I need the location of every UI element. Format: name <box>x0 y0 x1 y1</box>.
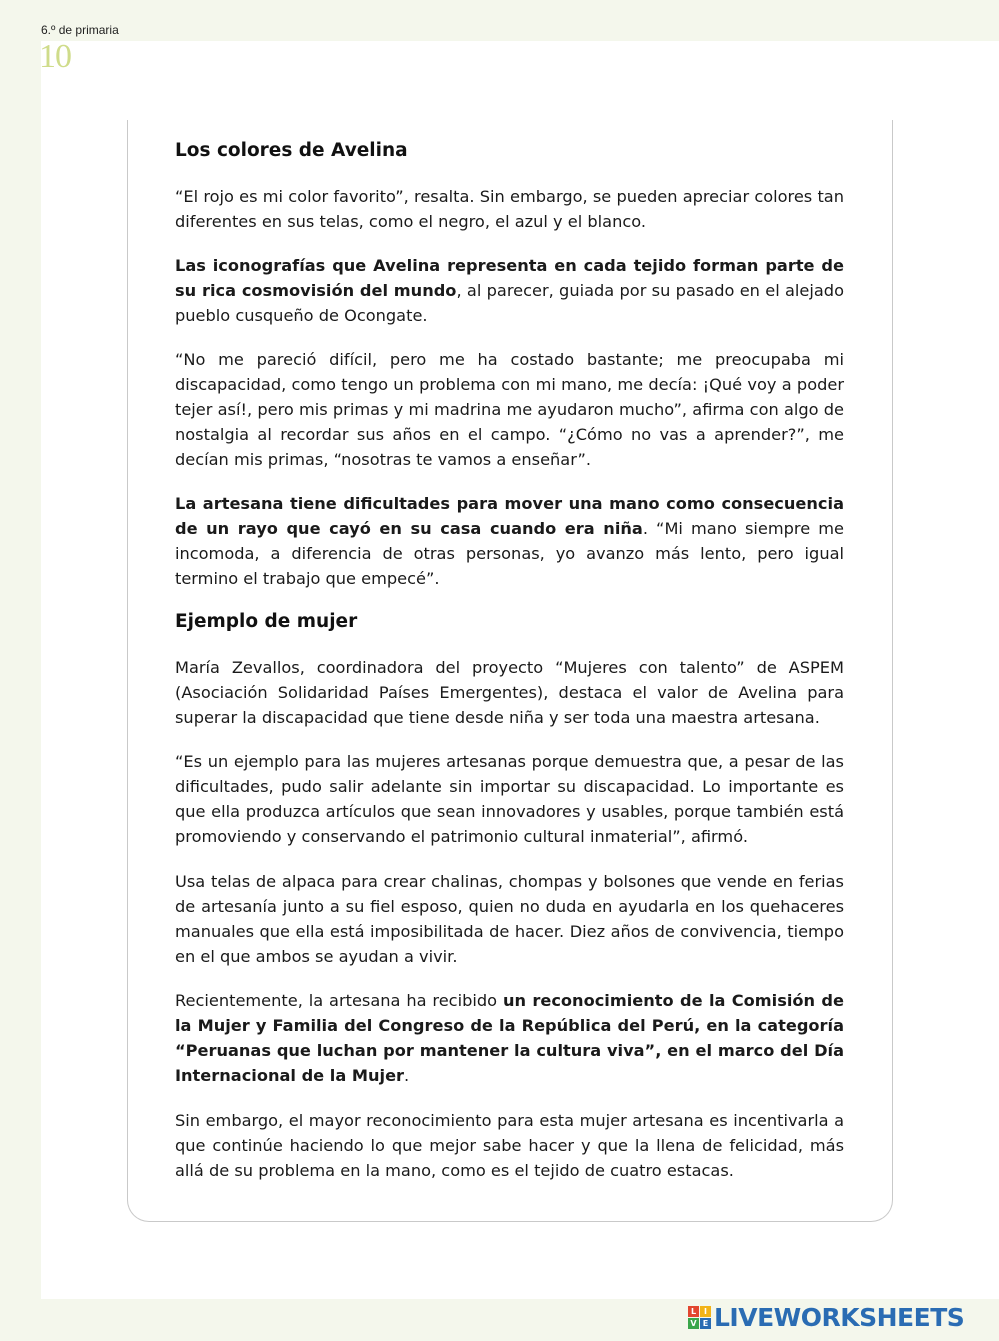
paragraph-5: María Zevallos, coordinadora del proyecto “Mujeres con talento” de ASPEM (Asociación Solidaridad Países Emergentes), destaca el valor de Avelina para superar la discapacidad que tiene desde niña y ser toda una maestra artesana. <box>175 658 844 727</box>
live-square-v: V <box>688 1318 699 1329</box>
paragraph-2-rest: , al parecer, guiada por su pasado en el alejado pueblo cusqueño de Ocongate. <box>175 281 844 325</box>
live-square-i: I <box>700 1306 711 1317</box>
paragraph-8-start: Recientemente, la artesana ha recibido <box>175 991 503 1010</box>
paragraph-3: “No me pareció difícil, pero me ha costado bastante; me preocupaba mi discapacidad, como tengo un problema con mi mano, me decía: ¡Qué voy a poder tejer así!, pero mis primas y mi madrina me ayudaron mucho”, afirma con algo de nostalgia al recordar sus años en el campo. “¿Cómo no vas a aprender?”, me decían mis primas, “nosotras te vamos a enseñar”. <box>175 350 844 469</box>
live-square-l: L <box>688 1306 699 1317</box>
liveworksheets-logo[interactable] <box>688 1302 964 1332</box>
grade-label: 6.º de primaria <box>41 23 119 37</box>
paragraph-8 <box>175 988 844 1088</box>
live-square-e: E <box>700 1318 711 1329</box>
paragraph-4-rest: . “Mi mano siempre me incomoda, a diferencia de otras personas, yo avanzo más lento, pero igual termino el trabajo que empecé”. <box>175 519 844 588</box>
heading-los-colores: Los colores de Avelina <box>175 140 408 161</box>
paragraph-1: “El rojo es mi color favorito”, resalta. Sin embargo, se pueden apreciar colores tan diferentes en sus telas, como el negro, el azul y el blanco. <box>175 187 844 231</box>
paragraph-4 <box>175 491 844 591</box>
paragraph-2-bold: Las iconografías que Avelina representa en cada tejido forman parte de su rica cosmovisión del mundo <box>175 256 844 300</box>
brand-name: LIVEWORKSHEETS <box>714 1302 965 1332</box>
paragraph-4-bold: La artesana tiene dificultades para mover una mano como consecuencia de un rayo que cayó en su casa cuando era niña <box>175 494 844 538</box>
paragraph-6: “Es un ejemplo para las mujeres artesanas porque demuestra que, a pesar de las dificultades, pudo salir adelante sin importar su discapacidad. Lo importante es que ella produzca artículos que sean innovadores y usables, porque también está promoviendo y conservando el patrimonio cultural inmaterial”, afirmó. <box>175 752 844 846</box>
heading-ejemplo: Ejemplo de mujer <box>175 611 358 632</box>
paragraph-2 <box>175 253 844 328</box>
paragraph-9: Sin embargo, el mayor reconocimiento para esta mujer artesana es incentivarla a que continúe haciendo lo que mejor sabe hacer y que la llena de felicidad, más allá de su problema en la mano, como es el tejido de cuatro estacas. <box>175 1111 844 1180</box>
live-squares-icon <box>688 1306 711 1329</box>
paragraph-8-bold: un reconocimiento de la Comisión de la Mujer y Familia del Congreso de la República del Perú, en la categoría “Peruanas que luchan por mantener la cultura viva”, en el marco del Día Internacional de la Mujer <box>175 991 845 1085</box>
paragraph-7: Usa telas de alpaca para crear chalinas, chompas y bolsones que vende en ferias de artesanía junto a su fiel esposo, quien no duda en ayudarla en los quehaceres manuales que ella está imposibilitada de hacer. Diez años de convivencia, tiempo en el que ambos se ayudan a vivir. <box>175 872 844 966</box>
paragraph-8-end: . <box>404 1066 410 1085</box>
page-number: 10 <box>39 38 71 75</box>
article-card <box>127 120 893 1222</box>
